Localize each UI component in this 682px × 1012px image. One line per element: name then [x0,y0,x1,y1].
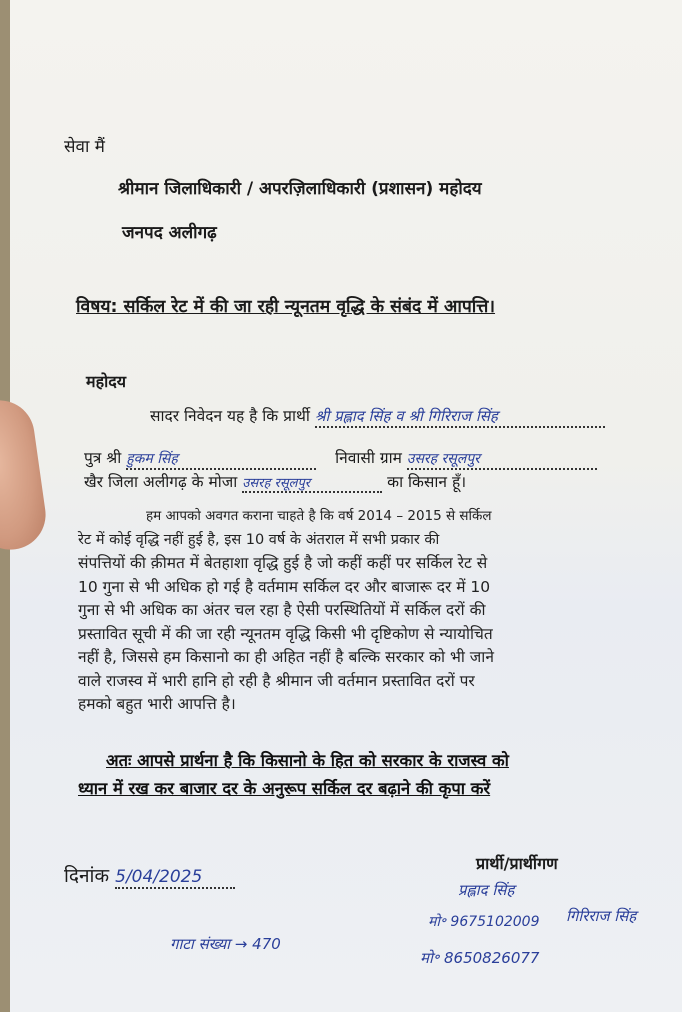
body-line: गुना से भी अधिक का अंतर चल रहा है ऐसी परस्थितियों में सर्किल दरों की [78,601,486,619]
body-line: हमको बहुत भारी आपत्ति है। [78,695,236,713]
signature-2: गिरिराज सिंह [566,907,637,925]
father-name: हुकम सिंह [126,449,316,470]
district-line-suffix: का किसान हूँ। [387,473,467,491]
addressee: श्रीमान जिलाधिकारी / अपरज़िलाधिकारी (प्रशासन) महोदय [118,179,482,199]
form-line-3 [84,470,466,493]
body-line: रेट में कोई वृद्धि नहीं हुई है, इस 10 वर्ष के अंतराल में सभी प्रकार की [78,531,440,548]
son-of-label: पुत्र श्री [84,449,122,467]
mobile-1: मो॰ 9675102009 [428,914,540,930]
resident-label: निवासी ग्राम [335,449,402,467]
body-line: हम आपको अवगत कराना चाहते है कि वर्ष 2014 – 2015 से सर्किल [146,508,492,524]
body-line: नहीं है, जिससे हम किसानो का ही अहित नहीं है बल्कि सरकार को भी जाने [78,648,494,666]
applicant-name: श्री प्रह्लाद सिंह व श्री गिरिराज सिंह [315,406,605,428]
body-line: संपत्तियों की क़ीमत में बेतहाशा वृद्धि हुई है जो कहीं कहीं पर सर्किल रेट से [78,554,488,572]
mobile-2: मो॰ 8650826077 [420,949,540,967]
signatory-label: प्रार्थी/प्रार्थीगण [476,854,558,873]
subject: विषय: सर्किल रेट में की जा रही न्यूनतम वृद्धि के संबंद में आपत्ति। [76,297,496,317]
date-value: 5/04/2025 [115,867,235,889]
signature-1: प्रह्लाद सिंह [458,881,515,899]
form-line-2 [84,446,597,470]
form-line-1 [150,404,605,428]
district: जनपद अलीगढ़ [122,223,217,243]
district-line-prefix: खैर जिला अलीगढ़ के मोजा [84,473,238,491]
gata-number-note: गाटा संख्या → 470 [170,935,281,953]
intro-prefix: सादर निवेदन यह है कि प्रार्थी [150,407,310,425]
salutation: सेवा मैं [64,137,105,157]
body-line: प्रस्तावित सूची में की जा रही न्यूनतम वृद्धि किसी भी दृष्टिकोण से न्यायोचित [78,624,493,643]
village-name: उसरह रसूलपुर [407,449,597,470]
body-paragraph [78,505,606,717]
body-line: वाले राजस्व में भारी हानि हो रही है श्रीमान जी वर्तमान प्रस्तावित दरों पर [78,671,475,690]
mauza-name: उसरह रसूलपुर [242,473,382,493]
date-label: दिनांक [64,865,110,887]
request-line-1: अतः आपसे प्रार्थना है कि किसानो के हित को सरकार के राजस्व को [106,751,509,770]
request-line-2: ध्यान में रख कर बाजार दर के अनुरूप सर्किल दर बढ़ाने की कृपा करें [78,779,491,798]
greeting: महोदय [86,372,126,391]
body-line: 10 गुना से भी अधिक हो गई है वर्तमाम सर्किल दर और बाजारू दर में 10 [78,577,491,596]
date-line [64,862,235,889]
